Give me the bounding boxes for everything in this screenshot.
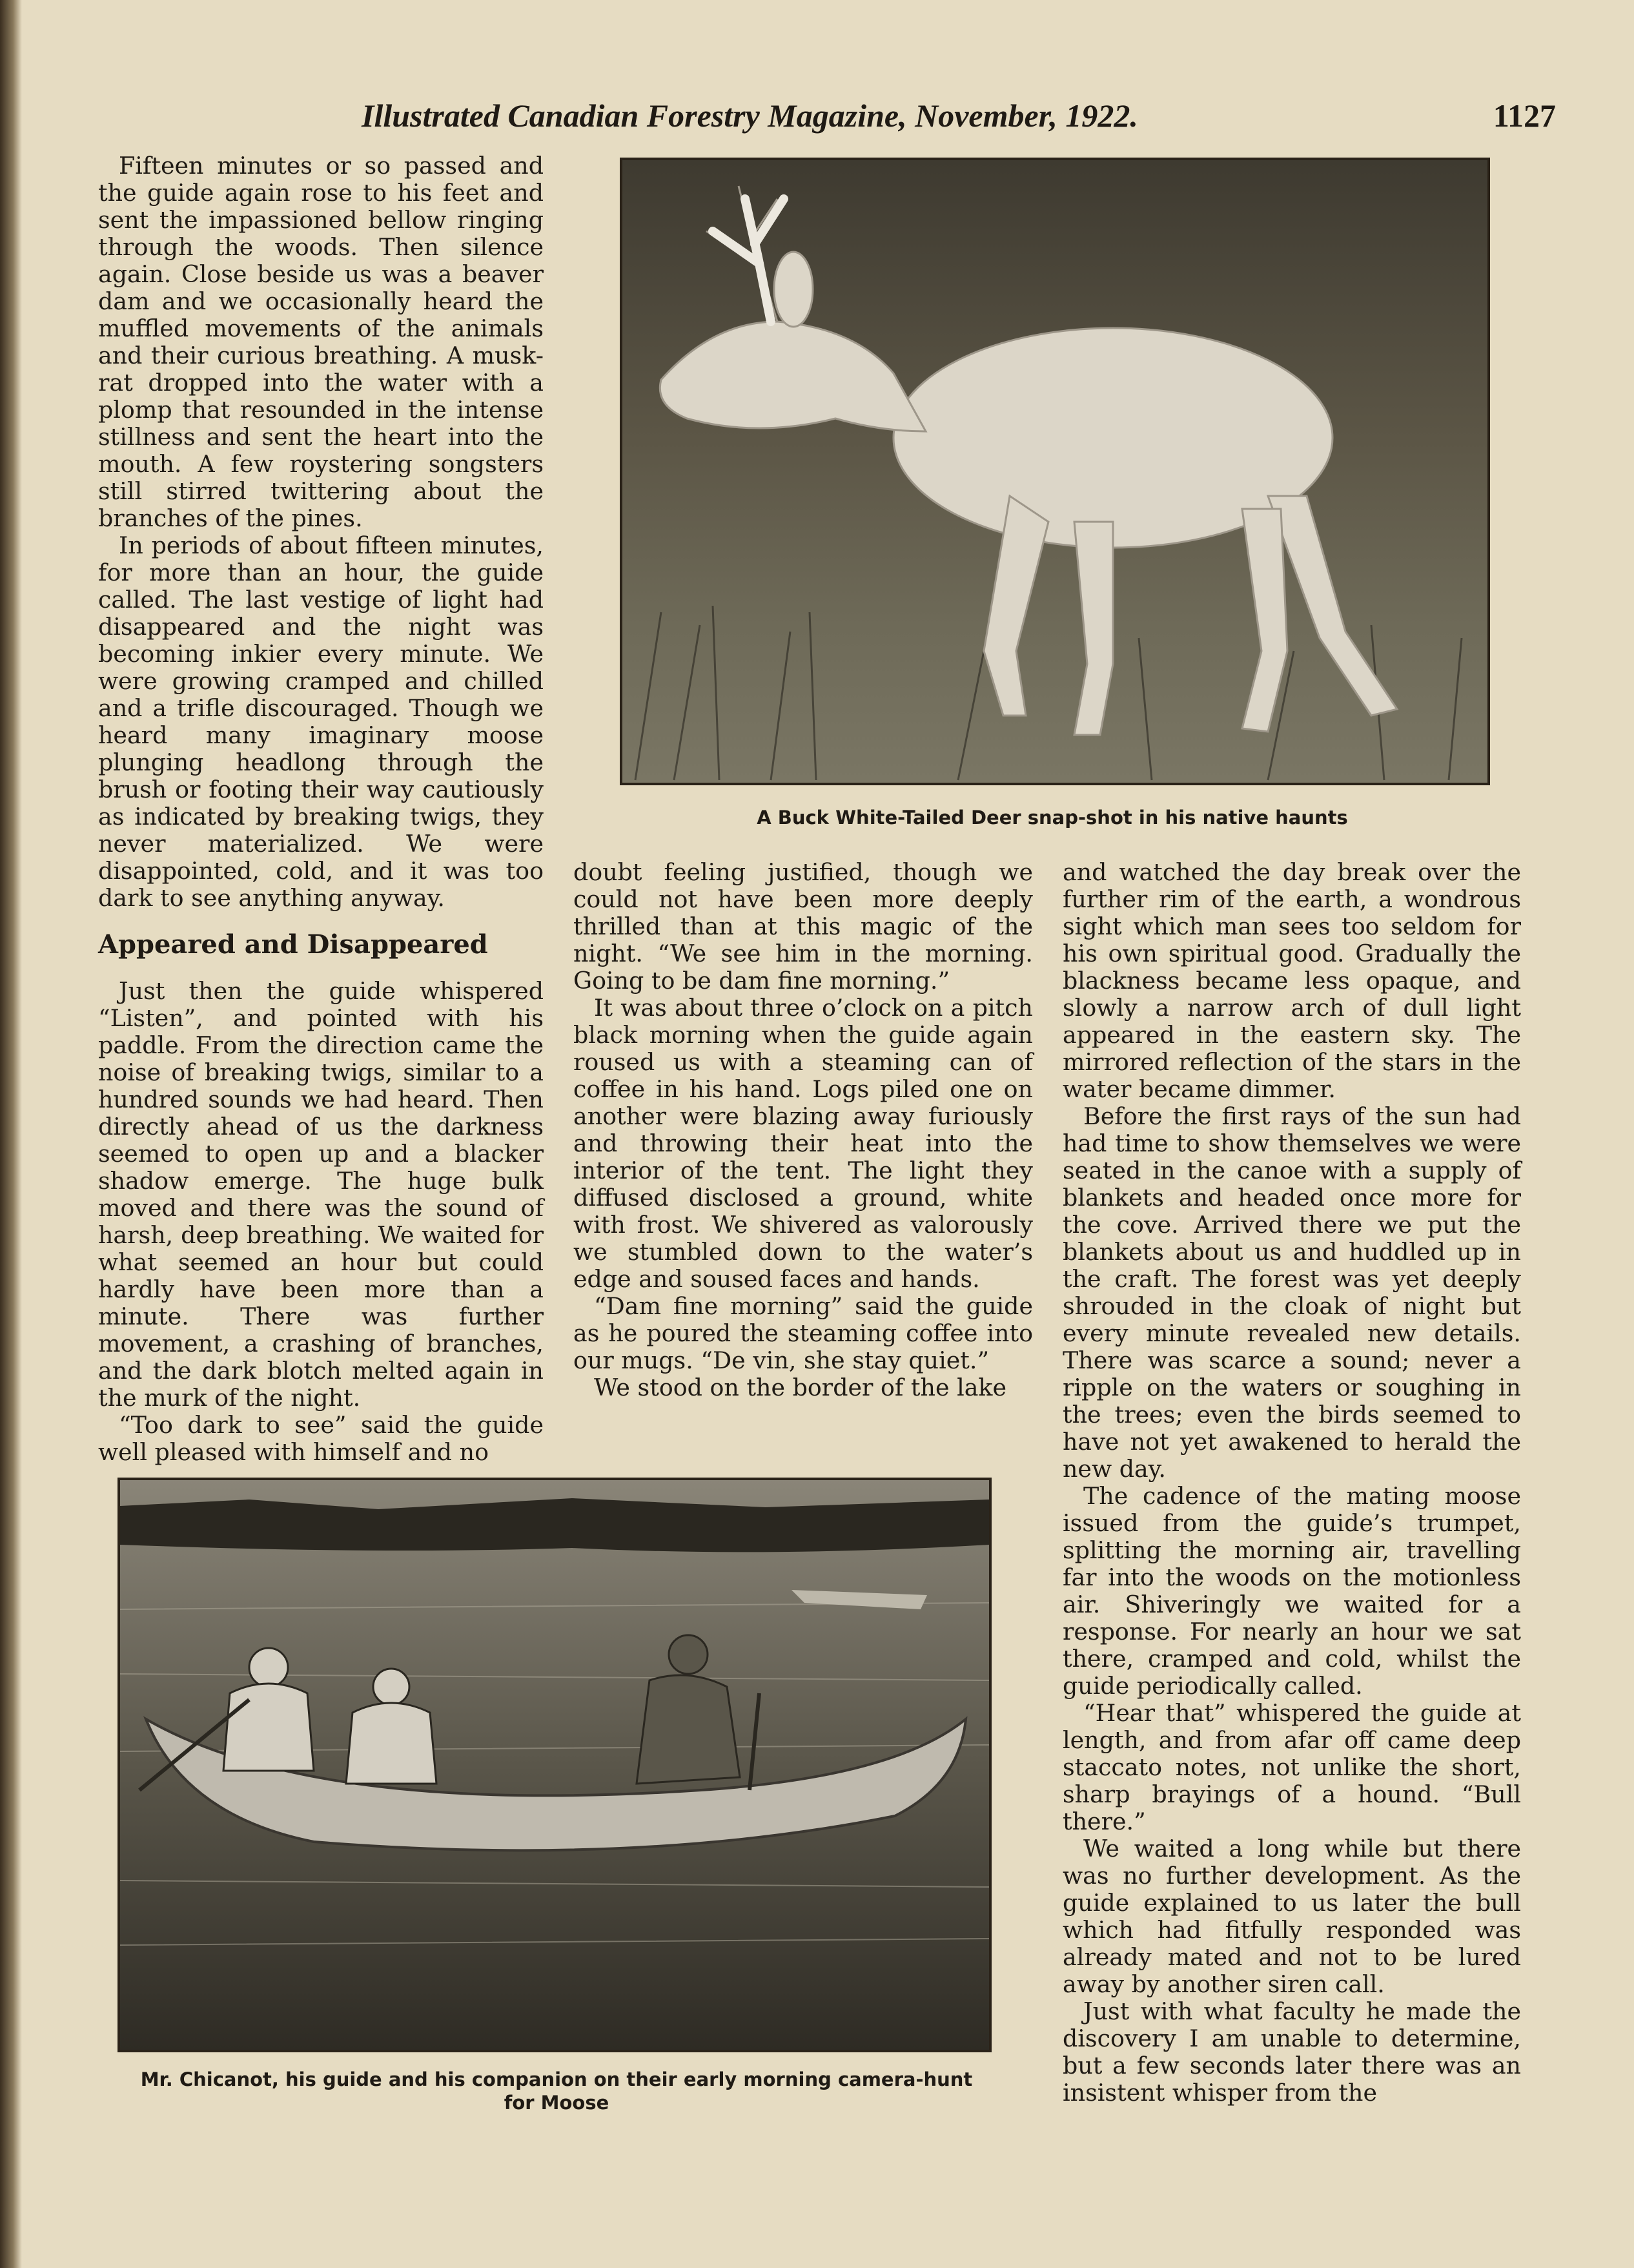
deer-illustration — [622, 160, 1487, 783]
middle-paragraph-4: We stood on the border of the lake — [594, 1374, 1007, 1401]
section-heading: Appeared and Disappeared — [98, 929, 488, 960]
right-paragraph-1: and watched the day break over the further rim of the earth, a wondrous sight which man sees too seldom for his own spiritual good. Gradually the blackness became less opaque, and slowly a narrow arch of dull light appeared in the eastern sky. The mirrored reflection of the stars in the water became dimmer. — [1063, 858, 1521, 1103]
page-number: 1127 — [1493, 98, 1556, 134]
right-paragraph-2: Before the first rays of the sun had had time to show themselves we were seated in the canoe with a supply of blankets and headed once more for the cove. Arrived there we put the blankets about us and huddled up in the craft. The forest was yet deeply shrouded in the cloak of night but every minute revealed new details. There was scarce a sound; never a ripple on the waters or soughing in the trees; even the birds seemed to have not yet awakened to herald the new day. — [1063, 1102, 1521, 1483]
middle-paragraph-1: doubt feeling justified, though we could not have been more deeply thrilled than at this magic of the night. “We see him in the morning. Going to be dam fine morning.” — [573, 858, 1033, 995]
canoe-illustration — [120, 1480, 989, 2050]
middle-paragraph-3: “Dam fine morning” said the guide as he poured the steaming coffee into our mugs. “De vin, she stay quiet.” — [573, 1292, 1033, 1374]
right-paragraph-3: The cadence of the mating moose issued from the guide’s trumpet, splitting the morning air, travelling far into the woods on the motionless air. Shiveringly we waited for a response. For nearly an hour we sat there, cramped and cold, whilst the guide periodically called. — [1063, 1482, 1521, 1700]
left-paragraph-1: Fifteen minutes or so passed and the guide again rose to his feet and sent the impassioned bellow ringing through the woods. Then silence again. Close beside us was a beaver dam and we occasionally heard the muffled movements of the animals and their curious breathing. A musk-rat dropped into the water with a plomp that resounded in the intense stillness and sent the heart into the mouth. A few roystering songsters still stirred twittering about the branches of the pines. — [98, 152, 544, 532]
canoe-photo — [117, 1478, 992, 2052]
deer-photo — [620, 158, 1490, 785]
left-column — [98, 152, 544, 1466]
left-paragraph-2: In periods of about fifteen minutes, for more than an hour, the guide called. The last vestige of light had disappeared and the night was becoming inkier every minute. We were growing cramped and chilled and a trifle discouraged. Though we heard many imaginary moose plunging headlong through the brush or footing their way cautiously as indicated by breaking twigs, they never materialized. We were disappointed, cold, and it was too dark to see anything anyway. — [98, 531, 544, 912]
page-gutter — [0, 0, 22, 2268]
running-header: Illustrated Canadian Forestry Magazine, November, 1922. — [362, 98, 1138, 134]
left-paragraph-3: Just then the guide whispered “Listen”, and pointed with his paddle. From the direction came the noise of breaking twigs, similar to a hundred sounds we had heard. Then directly ahead of us the darkness seemed to open up and a blacker shadow emerge. The huge bulk moved and there was the sound of harsh, deep breathing. We waited for what seemed an hour but could hardly have been more than a minute. There was further movement, a crashing of branches, and the dark blotch melted again in the murk of the night. — [98, 977, 544, 1412]
left-paragraph-4: “Too dark to see” said the guide well pleased with himself and no — [98, 1411, 544, 1466]
deer-caption: A Buck White-Tailed Deer snap-shot in his native haunts — [757, 807, 1348, 829]
middle-paragraph-2: It was about three o’clock on a pitch black morning when the guide again roused us with a steaming can of coffee in his hand. Logs piled one on another were blazing away furiously and throwing their heat into the interior of the tent. The light they diffused disclosed a ground, white with frost. We shivered as valorously we stumbled down to the water’s edge and soused faces and hands. — [573, 994, 1033, 1293]
right-paragraph-4: “Hear that” whispered the guide at length, and from afar off came deep staccato notes, not unlike the short, sharp brayings of a hound. “Bull there.” — [1063, 1699, 1521, 1835]
right-paragraph-5: We waited a long while but there was no further development. As the guide explained to us later the bull which had fitfully responded was already mated and not to be lured away by another siren call. — [1063, 1835, 1521, 1998]
right-paragraph-6: Just with what faculty he made the discovery I am unable to determine, but a few seconds later there was an insistent whisper from the — [1063, 1997, 1521, 2107]
right-column — [1063, 859, 1521, 2107]
middle-column — [573, 859, 1033, 1401]
canoe-caption: Mr. Chicanot, his guide and his companion on their early morning camera-hunt for Moose — [140, 2068, 973, 2114]
